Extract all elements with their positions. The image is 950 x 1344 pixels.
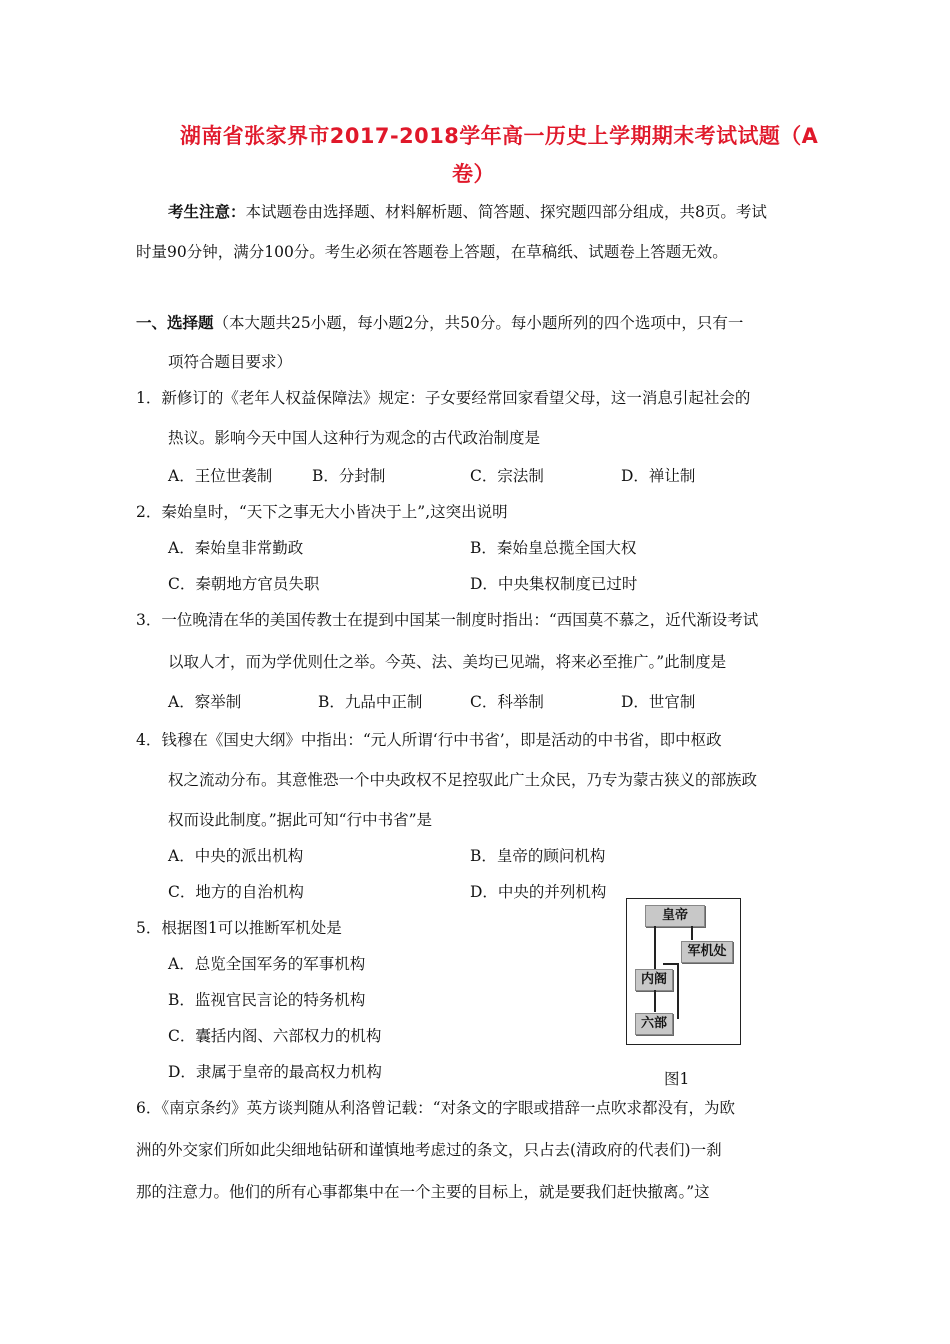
q3-option-a: A．察举制: [168, 693, 242, 711]
node-cabinet: 内阁: [635, 969, 673, 991]
q2-option-d: D．中央集权制度已过时: [470, 575, 638, 593]
q1-stem-line1: 1．新修订的《老年人权益保障法》规定：子女要经常回家看望父母，这一消息引起社会的: [136, 389, 751, 407]
q6-stem-line1: 6．《南京条约》英方谈判随从利洛曾记载：“对条文的字眼或措辞一点吹求都没有，为欧: [136, 1099, 736, 1117]
connector-emperor-cabinet: [654, 926, 656, 972]
q3-option-d: D．世官制: [621, 693, 696, 711]
q1-option-b: B．分封制: [312, 467, 386, 485]
node-emperor: 皇帝: [645, 905, 705, 927]
section1-desc2: 项符合题目要求）: [168, 353, 293, 371]
q1-option-d: D．禅让制: [621, 467, 696, 485]
section1-desc1: （本大题共25小题，每小题2分，共50分。每小题所列的四个选项中，只有一: [213, 314, 744, 332]
connector-council-ministries: [677, 963, 679, 1019]
q1-option-c: C．宗法制: [470, 467, 544, 485]
q1-option-a: A．王位世袭制: [168, 467, 273, 485]
q5-option-c: C．囊括内阁、六部权力的机构: [168, 1027, 382, 1045]
q3-stem-line1: 3．一位晚清在华的美国传教士在提到中国某一制度时指出：“西国莫不慕之，近代渐设考试: [136, 611, 759, 629]
section1-heading-line: [136, 313, 743, 333]
node-grand-council: 军机处: [681, 941, 733, 963]
q2-option-b: B．秦始皇总揽全国大权: [470, 539, 637, 557]
node-six-ministries: 六部: [635, 1013, 673, 1035]
notice-line1: [168, 202, 767, 222]
doc-title-line1: 湖南省张家界市2017-2018学年高一历史上学期期末考试试题（A: [180, 124, 819, 148]
q4-option-d: D．中央的并列机构: [470, 883, 607, 901]
q2-option-a: A．秦始皇非常勤政: [168, 539, 304, 557]
q4-stem-line3: 权而设此制度。”据此可知“行中书省”是: [168, 811, 433, 829]
q3-stem-line2: 以取人才，而为学优则仕之举。今英、法、美均已见端，将来必至推广。”此制度是: [168, 653, 727, 671]
q3-option-b: B．九品中正制: [318, 693, 423, 711]
q5-option-a: A．总览全国军务的军事机构: [168, 955, 366, 973]
q5-stem-line1: 5．根据图1可以推断军机处是: [136, 919, 342, 937]
q4-option-c: C．地方的自治机构: [168, 883, 304, 901]
figure-1-caption: 图1: [664, 1070, 690, 1088]
q4-stem-line2: 权之流动分布。其意惟恐一个中央政权不足控驭此广土众民，乃专为蒙古狭义的部族政: [168, 771, 758, 789]
q4-option-b: B．皇帝的顾问机构: [470, 847, 606, 865]
connector-cabinet-ministries: [654, 990, 656, 1012]
figure-1-org-chart: [626, 898, 741, 1045]
notice-text1: 本试题卷由选择题、材料解析题、简答题、探究题四部分组成，共8页。考试: [245, 203, 767, 221]
q3-option-c: C．科举制: [470, 693, 544, 711]
q5-option-d: D．隶属于皇帝的最高权力机构: [168, 1063, 382, 1081]
q4-stem-line1: 4．钱穆在《国史大纲》中指出：“元人所谓‘行中书省’，即是活动的中书省，即中枢政: [136, 731, 722, 749]
q6-stem-line3: 那的注意力。他们的所有心事都集中在一个主要的目标上，就是要我们赶快撤离。”这: [136, 1183, 710, 1201]
q5-option-b: B．监视官民言论的特务机构: [168, 991, 366, 1009]
q1-stem-line2: 热议。影响今天中国人这种行为观念的古代政治制度是: [168, 429, 541, 447]
section1-heading: 一、选择题: [136, 314, 214, 332]
q4-option-a: A．中央的派出机构: [168, 847, 304, 865]
notice-label: 考生注意：: [168, 203, 246, 221]
q2-stem-line1: 2．秦始皇时，“天下之事无大小皆决于上”,这突出说明: [136, 503, 508, 521]
q6-stem-line2: 洲的外交家们所如此尖细地钻研和谨慎地考虑过的条文，只占去(清政府的代表们)一刹: [136, 1141, 722, 1159]
doc-title-line2: 卷）: [452, 162, 495, 186]
notice-line2: 时量90分钟，满分100分。考生必须在答题卷上答题，在草稿纸、试题卷上答题无效。: [136, 243, 728, 261]
q2-option-c: C．秦朝地方官员失职: [168, 575, 320, 593]
connector-emperor-council: [691, 926, 693, 940]
